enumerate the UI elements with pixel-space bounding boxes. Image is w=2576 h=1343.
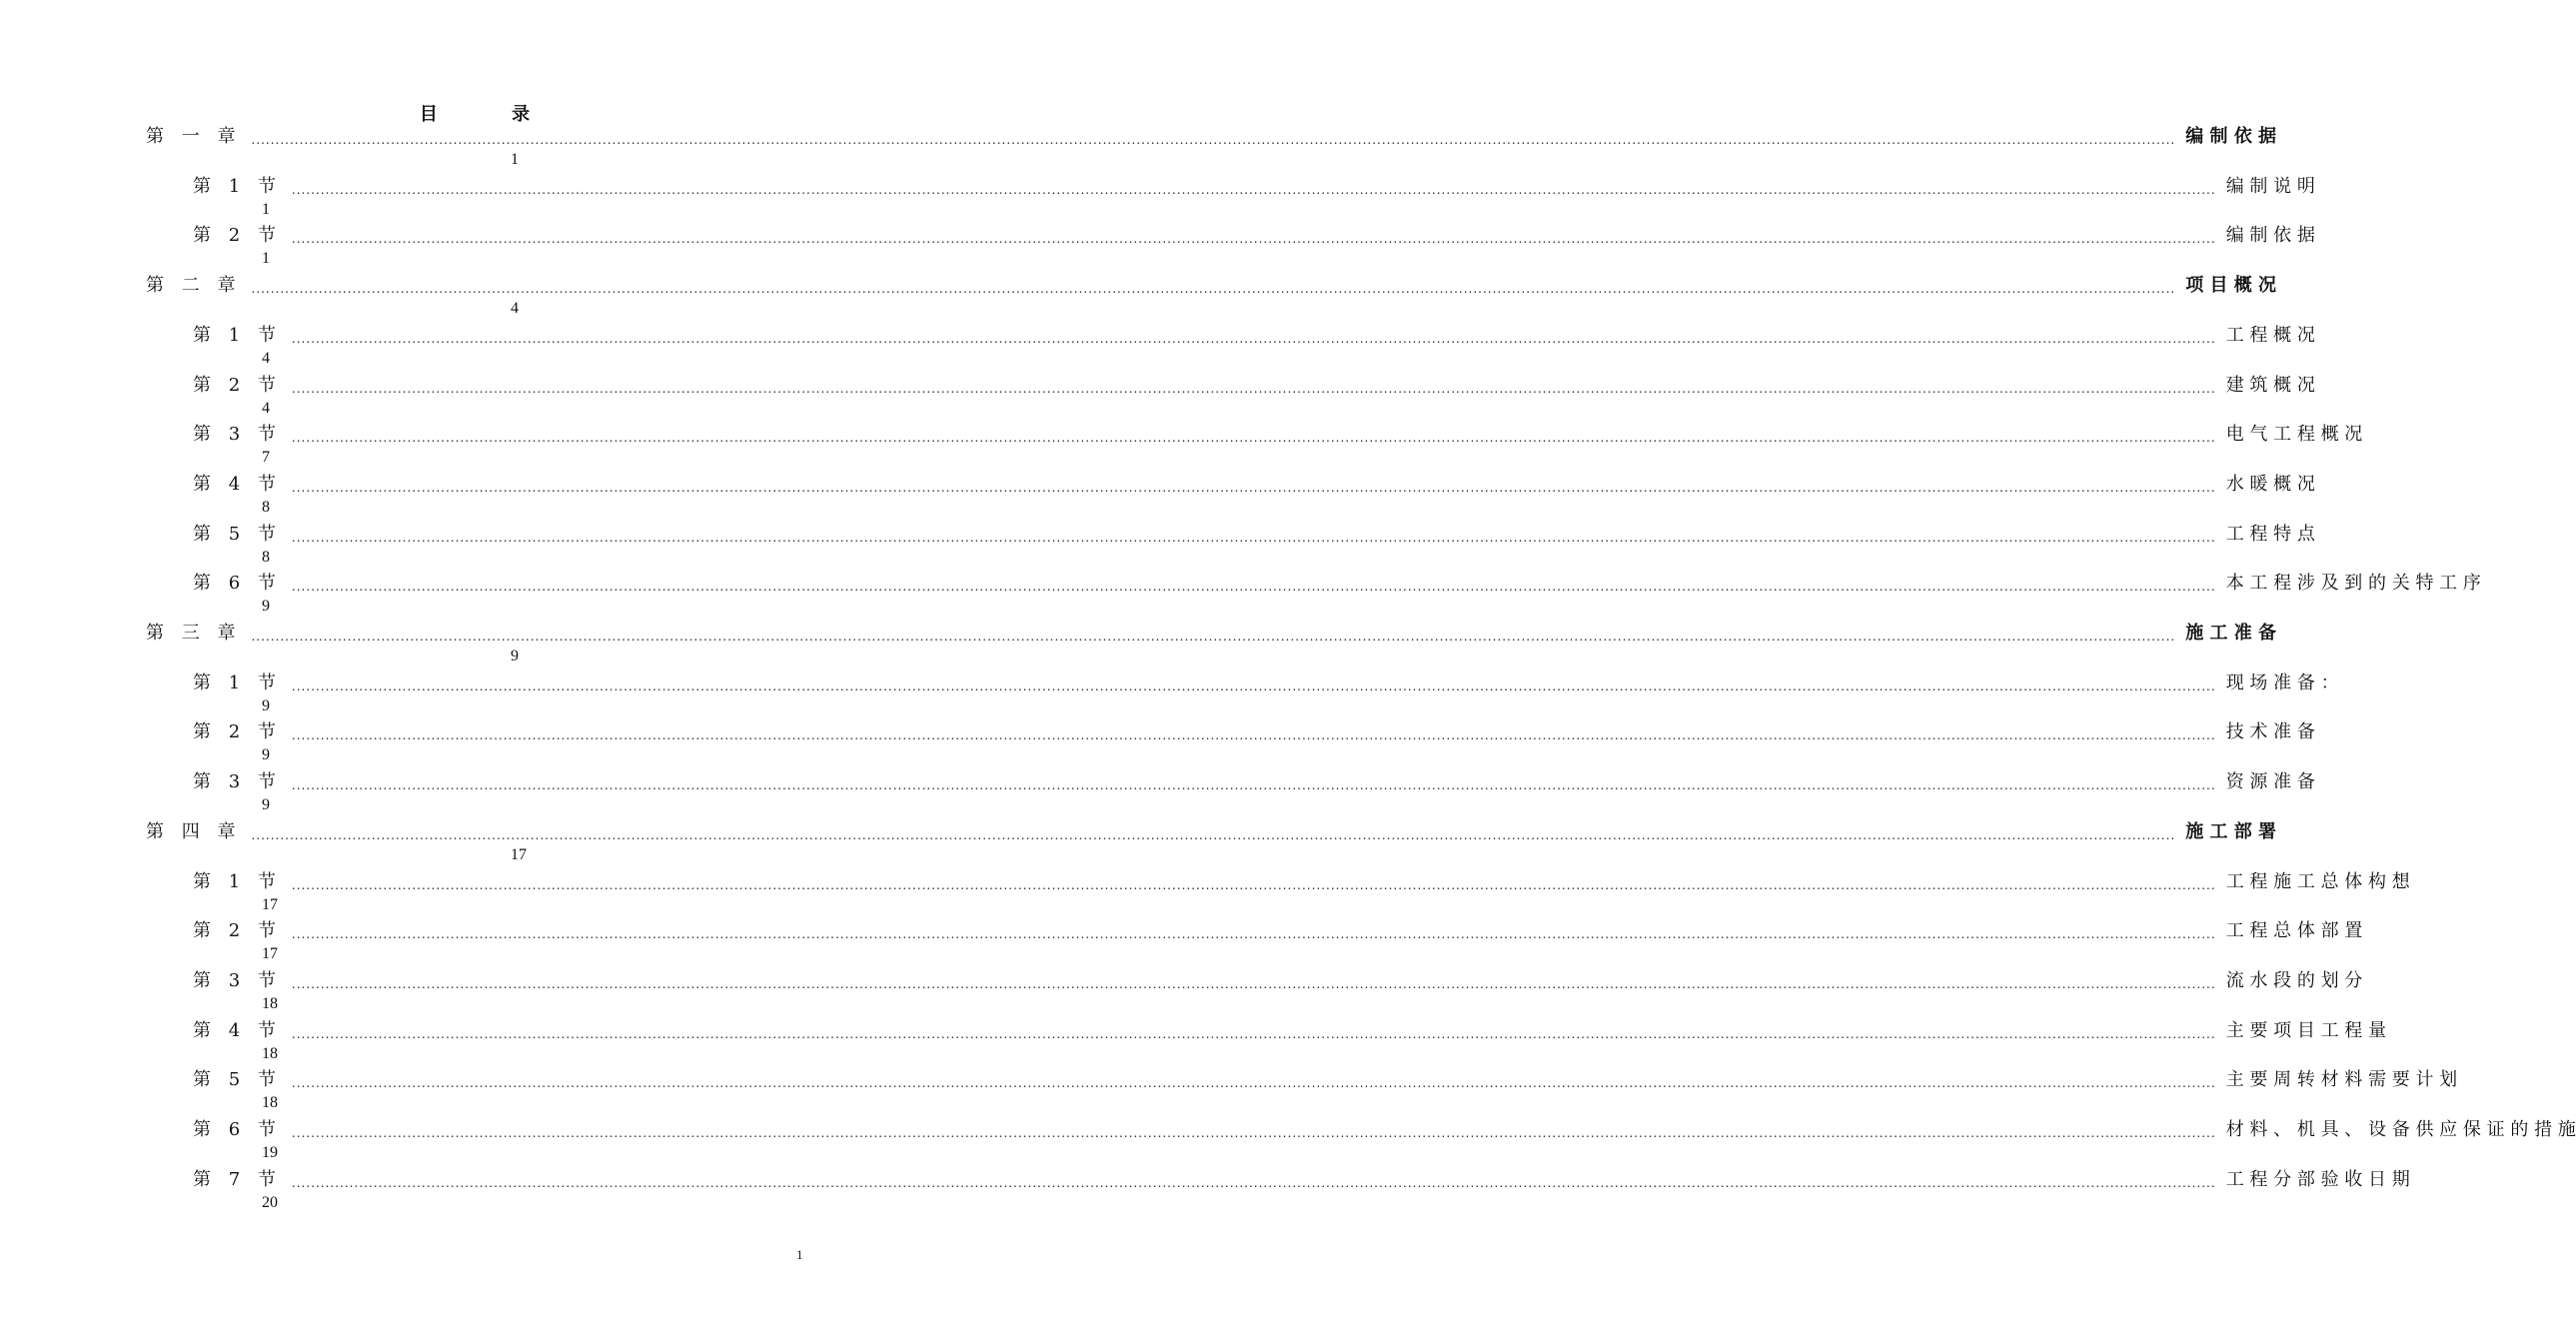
toc-entry-title: 材 料 、 机 具 、 设 备 供 应 保 证 的 措 施 <box>2225 1119 2576 1140</box>
toc-entry-line <box>193 1068 2458 1092</box>
toc-entry-line <box>146 125 2277 149</box>
toc-entry-page-number: 9 <box>262 598 270 615</box>
toc-section-entry[interactable] <box>193 672 2339 721</box>
toc-entry-title: 技 术 准 备 <box>2225 721 2315 742</box>
toc-entry-label: 第 2 节 <box>193 375 282 396</box>
toc-chapter-entry[interactable] <box>146 820 2277 870</box>
toc-entry-label: 第 1 节 <box>193 176 282 197</box>
toc-entry-page-number: 17 <box>262 945 278 962</box>
dot-leader: ................................................................................................................................................................................................................................................................................................................................................................................................................ <box>291 1076 2216 1090</box>
toc-entry-label: 第 7 节 <box>193 1169 282 1190</box>
dot-leader: ................................................................................................................................................................................................................................................................................................................................................................................................................ <box>291 728 2216 742</box>
toc-entry-label: 第 1 节 <box>193 672 282 693</box>
toc-section-entry[interactable] <box>193 473 2315 523</box>
toc-entry-page-number: 7 <box>262 449 270 466</box>
toc-section-entry[interactable] <box>193 1168 2410 1218</box>
toc-entry-title: 工 程 分 部 验 收 日 期 <box>2225 1169 2410 1190</box>
toc-entry-label: 第 5 节 <box>193 524 282 545</box>
toc-entry-page-number: 9 <box>262 796 270 813</box>
toc-entry-page-number: 9 <box>262 697 270 714</box>
toc-entry-label: 第 3 节 <box>193 970 282 991</box>
toc-entry-label: 第 3 节 <box>193 771 282 792</box>
toc-entry-title: 水 暖 概 况 <box>2225 474 2315 495</box>
toc-entry-label: 第 一 章 <box>146 126 242 147</box>
toc-entry-line <box>193 969 2363 993</box>
toc-entry-page-number: 8 <box>262 499 270 516</box>
toc-entry-label: 第 1 节 <box>193 871 282 892</box>
toc-entry-line <box>146 274 2277 298</box>
toc-entry-title: 本 工 程 涉 及 到 的 关 特 工 序 <box>2225 573 2481 594</box>
toc-entry-line <box>193 870 2410 894</box>
dot-leader: ................................................................................................................................................................................................................................................................................................................................................................................................................ <box>251 828 2176 842</box>
toc-entry-page-number: 20 <box>262 1194 278 1211</box>
toc-entry-line <box>146 622 2277 646</box>
dot-leader: ................................................................................................................................................................................................................................................................................................................................................................................................................ <box>291 580 2216 594</box>
toc-entry-label: 第 4 节 <box>193 1020 282 1041</box>
dot-leader: ................................................................................................................................................................................................................................................................................................................................................................................................................ <box>251 133 2176 147</box>
dot-leader: ................................................................................................................................................................................................................................................................................................................................................................................................................ <box>291 481 2216 495</box>
toc-entry-label: 第 1 节 <box>193 325 282 346</box>
toc-entry-line <box>193 374 2315 398</box>
toc-entry-title: 工 程 特 点 <box>2225 524 2315 545</box>
dot-leader: ................................................................................................................................................................................................................................................................................................................................................................................................................ <box>291 927 2216 941</box>
toc-entry-label: 第 5 节 <box>193 1069 282 1090</box>
toc-entry-line <box>193 1168 2410 1192</box>
toc-section-entry[interactable] <box>193 870 2410 920</box>
toc-entry-line <box>193 720 2315 744</box>
toc-section-entry[interactable] <box>193 1118 2576 1168</box>
toc-entry-title: 建 筑 概 况 <box>2225 375 2315 396</box>
toc-section-entry[interactable] <box>193 720 2315 770</box>
toc-entry-title: 资 源 准 备 <box>2225 771 2315 792</box>
toc-entry-line <box>193 572 2481 596</box>
toc-entry-page-number: 18 <box>262 1045 278 1062</box>
dot-leader: ................................................................................................................................................................................................................................................................................................................................................................................................................ <box>291 977 2216 991</box>
toc-entry-page-number: 17 <box>262 896 278 913</box>
toc-entry-label: 第 6 节 <box>193 573 282 594</box>
toc-section-entry[interactable] <box>193 770 2315 820</box>
toc-entry-title: 工 程 总 体 部 置 <box>2225 920 2363 941</box>
toc-entry-line <box>193 423 2363 447</box>
dot-leader: ................................................................................................................................................................................................................................................................................................................................................................................................................ <box>291 232 2216 246</box>
toc-chapter-entry[interactable] <box>146 125 2277 175</box>
toc-entry-title: 现 场 准 备 ： <box>2225 672 2339 693</box>
toc-entry-line <box>146 820 2277 844</box>
toc-entry-page-number: 18 <box>262 1094 278 1111</box>
toc-entry-label: 第 四 章 <box>146 821 242 842</box>
toc-entry-label: 第 2 节 <box>193 721 282 742</box>
toc-entry-page-number: 18 <box>262 995 278 1012</box>
toc-entry-page-number: 1 <box>262 250 270 267</box>
toc-entry-page-number: 9 <box>262 746 270 763</box>
toc-entry-page-number: 4 <box>511 300 519 317</box>
toc-section-entry[interactable] <box>193 572 2481 622</box>
toc-entry-page-number: 1 <box>262 201 270 218</box>
toc-entry-title: 工 程 概 况 <box>2225 325 2315 346</box>
toc-entry-label: 第 三 章 <box>146 623 242 644</box>
dot-leader: ................................................................................................................................................................................................................................................................................................................................................................................................................ <box>291 679 2216 693</box>
toc-entry-label: 第 3 节 <box>193 424 282 445</box>
dot-leader: ................................................................................................................................................................................................................................................................................................................................................................................................................ <box>291 1027 2216 1041</box>
toc-title: 目 录 <box>419 104 565 125</box>
toc-entry-line <box>193 473 2315 497</box>
dot-leader: ................................................................................................................................................................................................................................................................................................................................................................................................................ <box>291 332 2216 346</box>
toc-entry-line <box>193 224 2315 248</box>
toc-section-entry[interactable] <box>193 224 2315 274</box>
toc-entry-title: 编 制 说 明 <box>2225 176 2315 197</box>
dot-leader: ................................................................................................................................................................................................................................................................................................................................................................................................................ <box>291 431 2216 445</box>
toc-section-entry[interactable] <box>193 523 2315 573</box>
dot-leader: ................................................................................................................................................................................................................................................................................................................................................................................................................ <box>291 183 2216 197</box>
toc-entry-title: 编 制 依 据 <box>2185 126 2277 147</box>
toc-entry-label: 第 2 节 <box>193 920 282 941</box>
toc-entry-line <box>193 523 2315 547</box>
toc-entry-label: 第 二 章 <box>146 275 242 296</box>
toc-entry-title: 编 制 依 据 <box>2225 225 2315 246</box>
toc-entry-title: 主 要 周 转 材 料 需 要 计 划 <box>2225 1069 2458 1090</box>
toc-entry-line <box>193 919 2363 943</box>
toc-section-entry[interactable] <box>193 423 2363 473</box>
toc-entry-title: 电 气 工 程 概 况 <box>2225 424 2363 445</box>
toc-entry-title: 工 程 施 工 总 体 构 想 <box>2225 871 2410 892</box>
toc-section-entry[interactable] <box>193 919 2363 969</box>
dot-leader: ................................................................................................................................................................................................................................................................................................................................................................................................................ <box>251 630 2176 644</box>
toc-entry-page-number: 1 <box>511 151 519 168</box>
dot-leader: ................................................................................................................................................................................................................................................................................................................................................................................................................ <box>291 382 2216 396</box>
toc-entry-title: 流 水 段 的 划 分 <box>2225 970 2363 991</box>
dot-leader: ................................................................................................................................................................................................................................................................................................................................................................................................................ <box>291 531 2216 545</box>
toc-entry-label: 第 2 节 <box>193 225 282 246</box>
toc-entry-line <box>193 1118 2576 1142</box>
toc-entry-label: 第 6 节 <box>193 1119 282 1140</box>
toc-entry-page-number: 19 <box>262 1144 278 1161</box>
dot-leader: ................................................................................................................................................................................................................................................................................................................................................................................................................ <box>291 1176 2216 1190</box>
toc-entry-title: 施 工 准 备 <box>2185 623 2277 644</box>
toc-entry-page-number: 8 <box>262 549 270 566</box>
toc-entry-title: 主 要 项 目 工 程 量 <box>2225 1020 2387 1041</box>
dot-leader: ................................................................................................................................................................................................................................................................................................................................................................................................................ <box>291 778 2216 792</box>
toc-entry-label: 第 4 节 <box>193 474 282 495</box>
dot-leader: ................................................................................................................................................................................................................................................................................................................................................................................................................ <box>291 1126 2216 1140</box>
toc-entry-page-number: 4 <box>262 350 270 367</box>
toc-entry-line <box>193 324 2315 348</box>
toc-entry-line <box>193 770 2315 794</box>
toc-entry-title: 施 工 部 署 <box>2185 821 2277 842</box>
dot-leader: ................................................................................................................................................................................................................................................................................................................................................................................................................ <box>291 878 2216 892</box>
toc-section-entry[interactable] <box>193 175 2315 225</box>
toc-section-entry[interactable] <box>193 1068 2458 1118</box>
toc-entry-page-number: 9 <box>511 648 519 665</box>
toc-entry-page-number: 4 <box>262 400 270 417</box>
toc-section-entry[interactable] <box>193 969 2363 1019</box>
toc-entry-line <box>193 672 2339 695</box>
toc-section-entry[interactable] <box>193 1019 2387 1069</box>
page-number: 1 <box>796 1247 803 1262</box>
toc-entry-page-number: 17 <box>511 846 527 863</box>
toc-entry-title: 项 目 概 况 <box>2185 275 2277 296</box>
toc-section-entry[interactable] <box>193 324 2315 374</box>
toc-entry-line <box>193 1019 2387 1043</box>
toc-entry-line <box>193 175 2315 199</box>
toc-chapter-entry[interactable] <box>146 274 2277 324</box>
dot-leader: ................................................................................................................................................................................................................................................................................................................................................................................................................ <box>251 282 2176 296</box>
toc-chapter-entry[interactable] <box>146 622 2277 672</box>
toc-section-entry[interactable] <box>193 374 2315 424</box>
